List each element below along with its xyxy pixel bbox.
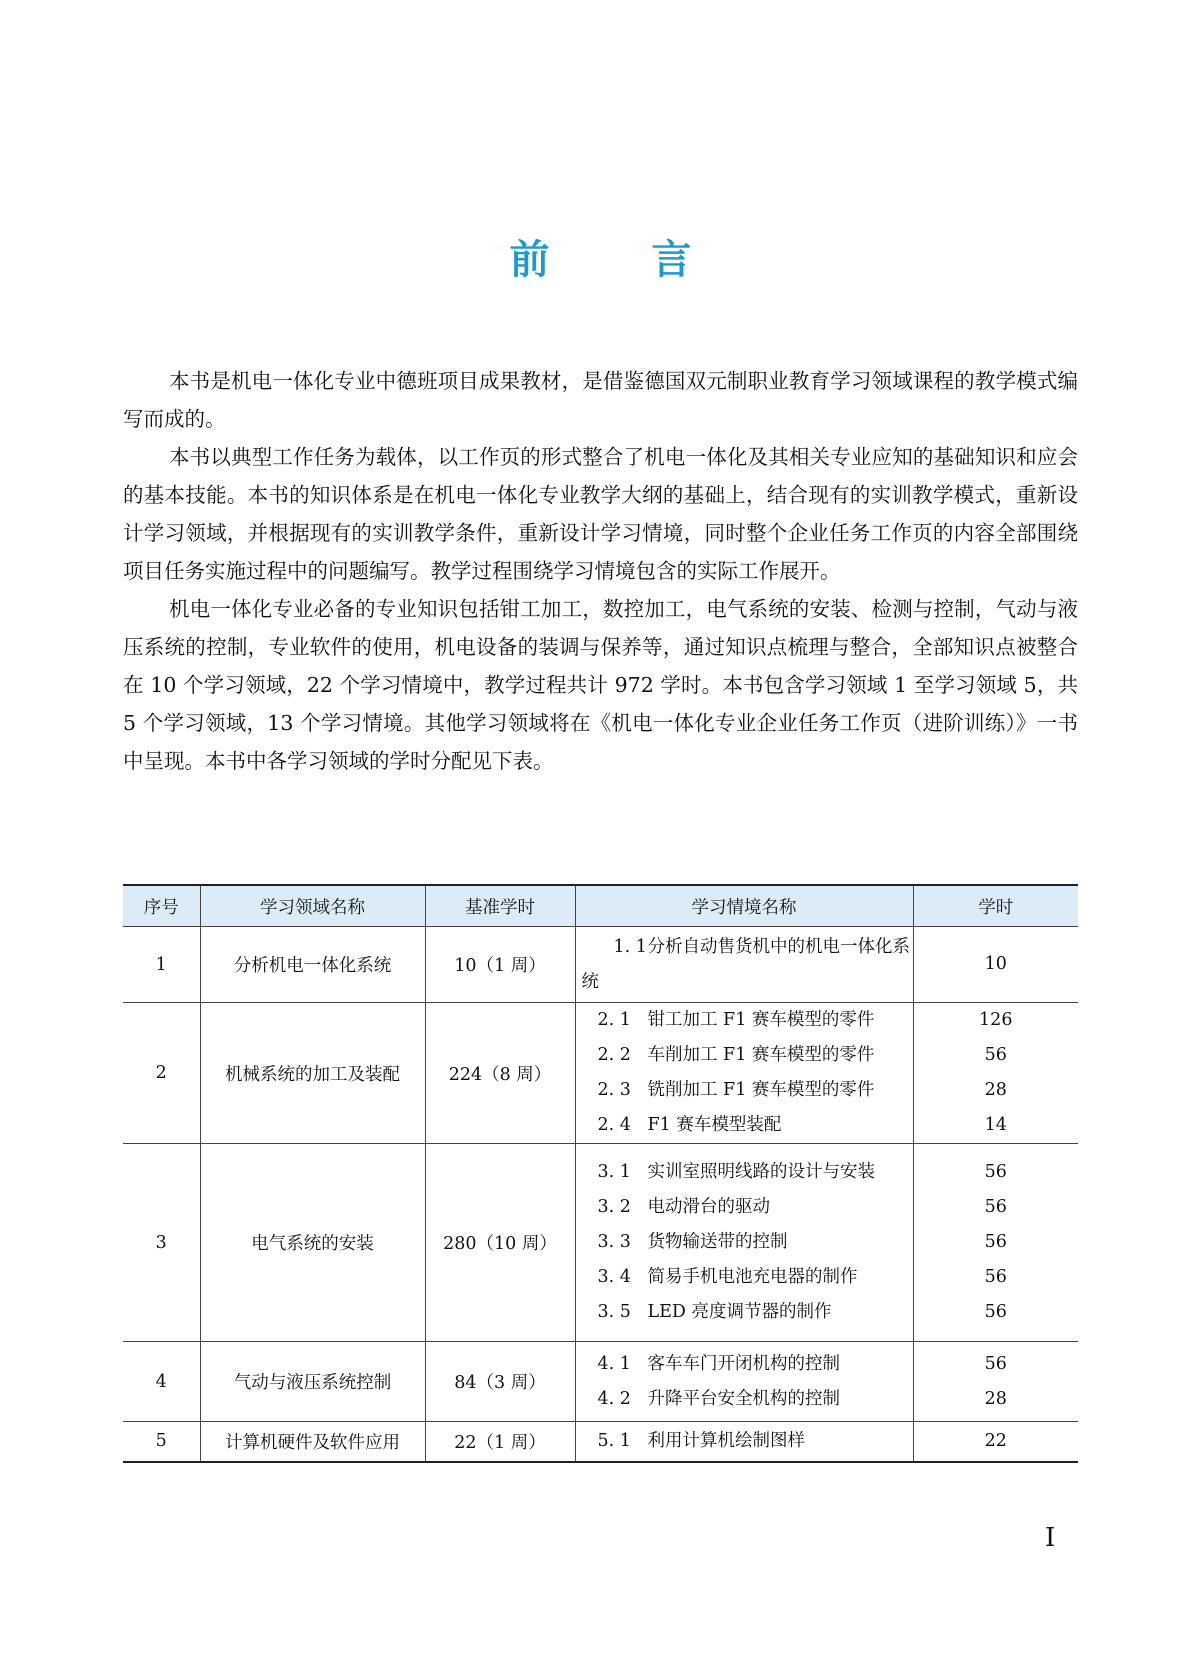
row-hours: [913, 927, 1078, 1003]
row-hours: [913, 1342, 1078, 1422]
situation-item: 2. 4 F1 赛车模型装配: [597, 1115, 782, 1135]
header-no: 序号: [123, 885, 200, 927]
situation-item: 3. 2 电动滑台的驱动: [597, 1197, 770, 1217]
row-no: 3: [123, 1144, 200, 1342]
row-no: 5: [123, 1422, 200, 1462]
situation-hours: 56: [984, 1232, 1007, 1252]
paragraph-3: 机电一体化专业必备的专业知识包括钳工加工，数控加工，电气系统的安装、检测与控制，气动与液压系统的控制，专业软件的使用，机电设备的装调与保养等，通过知识点梳理与整合，全部知识点被整合在 10 个学习领域，22 个学习情境中，教学过程共计 972 学时。本书包含学习领域 1 至学习领域 5，共 5 个学习领域，13 个学习情境。其他学习领域将在《机电一体化专业企业任务工作页（进阶训练）》一书中呈现。本书中各学习领域的学时分配见下表。: [123, 597, 1078, 773]
situation-item: 3. 3 货物输送带的控制: [597, 1232, 788, 1252]
table-row: [123, 1342, 1078, 1422]
table-row: [123, 927, 1078, 1003]
row-base-hours: 84（3 周）: [425, 1342, 575, 1422]
situation-item: 2. 1 钳工加工 F1 赛车模型的零件: [597, 1010, 875, 1030]
row-base-hours: 224（8 周）: [425, 1003, 575, 1144]
header-field-name: 学习领域名称: [200, 885, 425, 927]
paragraph-2: 本书以典型工作任务为载体，以工作页的形式整合了机电一体化及其相关专业应知的基础知识和应会的基本技能。本书的知识体系是在机电一体化专业教学大纲的基础上，结合现有的实训教学模式，重新设计学习领域，并根据现有的实训教学条件，重新设计学习情境，同时整个企业任务工作页的内容全部围绕项目任务实施过程中的问题编写。教学过程围绕学习情境包含的实际工作展开。: [123, 445, 1078, 583]
page-title: [0, 228, 1203, 285]
row-situations: [575, 1342, 913, 1422]
row-situations: [575, 1144, 913, 1342]
table-row: [123, 1003, 1078, 1144]
page-number: I: [1045, 1523, 1056, 1553]
situation-hours: 28: [984, 1388, 1007, 1409]
situation-hours: 56: [984, 1267, 1007, 1287]
paragraph-1: 本书是机电一体化专业中德班项目成果教材，是借鉴德国双元制职业教育学习领域课程的教学模式编写而成的。: [123, 369, 1078, 431]
situation-item: 3. 4 简易手机电池充电器的制作: [597, 1267, 858, 1287]
situation-item: 4. 2 升降平台安全机构的控制: [597, 1388, 840, 1409]
row-hours: [913, 1422, 1078, 1462]
situation-hours: 56: [984, 1353, 1007, 1374]
row-field-name: 电气系统的安装: [200, 1144, 425, 1342]
row-hours: [913, 1003, 1078, 1144]
situation-hours: 14: [984, 1115, 1007, 1135]
header-base-hours: 基准学时: [425, 885, 575, 927]
row-no: 1: [123, 927, 200, 1003]
situation-item: 4. 1 客车车门开闭机构的控制: [597, 1353, 840, 1374]
row-no: 4: [123, 1342, 200, 1422]
row-field-name: 分析机电一体化系统: [200, 927, 425, 1003]
row-situations: [575, 1422, 913, 1462]
row-situations: [575, 927, 913, 1003]
table-header-row: [123, 885, 1078, 927]
row-field-name: 机械系统的加工及装配: [200, 1003, 425, 1144]
title-char-1: 前: [509, 237, 552, 283]
preface-body: [123, 362, 1078, 780]
situation-hours: 56: [984, 1162, 1007, 1182]
situation-item: 1. 1分析自动售货机中的机电一体化系统: [581, 936, 910, 992]
row-situations: [575, 1003, 913, 1144]
situation-hours: 56: [984, 1302, 1007, 1322]
row-field-name: 计算机硬件及软件应用: [200, 1422, 425, 1462]
row-field-name: 气动与液压系统控制: [200, 1342, 425, 1422]
situation-item: 3. 1 实训室照明线路的设计与安装: [597, 1162, 875, 1182]
hours-table: [123, 884, 1078, 1463]
situation-hours: 56: [984, 1045, 1007, 1065]
situation-item: 2. 3 铣削加工 F1 赛车模型的零件: [597, 1080, 875, 1100]
situation-hours: 10: [984, 954, 1007, 974]
row-no: 2: [123, 1003, 200, 1144]
situation-item: 5. 1 利用计算机绘制图样: [597, 1430, 805, 1451]
table-row: [123, 1422, 1078, 1462]
situation-item: 2. 2 车削加工 F1 赛车模型的零件: [597, 1045, 875, 1065]
row-base-hours: 280（10 周）: [425, 1144, 575, 1342]
header-situation-name: 学习情境名称: [575, 885, 913, 927]
row-hours: [913, 1144, 1078, 1342]
title-char-2: 言: [651, 237, 694, 283]
situation-hours: 126: [979, 1010, 1013, 1030]
situation-hours: 56: [984, 1197, 1007, 1217]
table-row: [123, 1144, 1078, 1342]
situation-item: 3. 5 LED 亮度调节器的制作: [597, 1302, 832, 1322]
situation-hours: 22: [984, 1430, 1007, 1451]
situation-hours: 28: [984, 1080, 1007, 1100]
row-base-hours: 10（1 周）: [425, 927, 575, 1003]
row-base-hours: 22（1 周）: [425, 1422, 575, 1462]
header-hours: 学时: [913, 885, 1078, 927]
